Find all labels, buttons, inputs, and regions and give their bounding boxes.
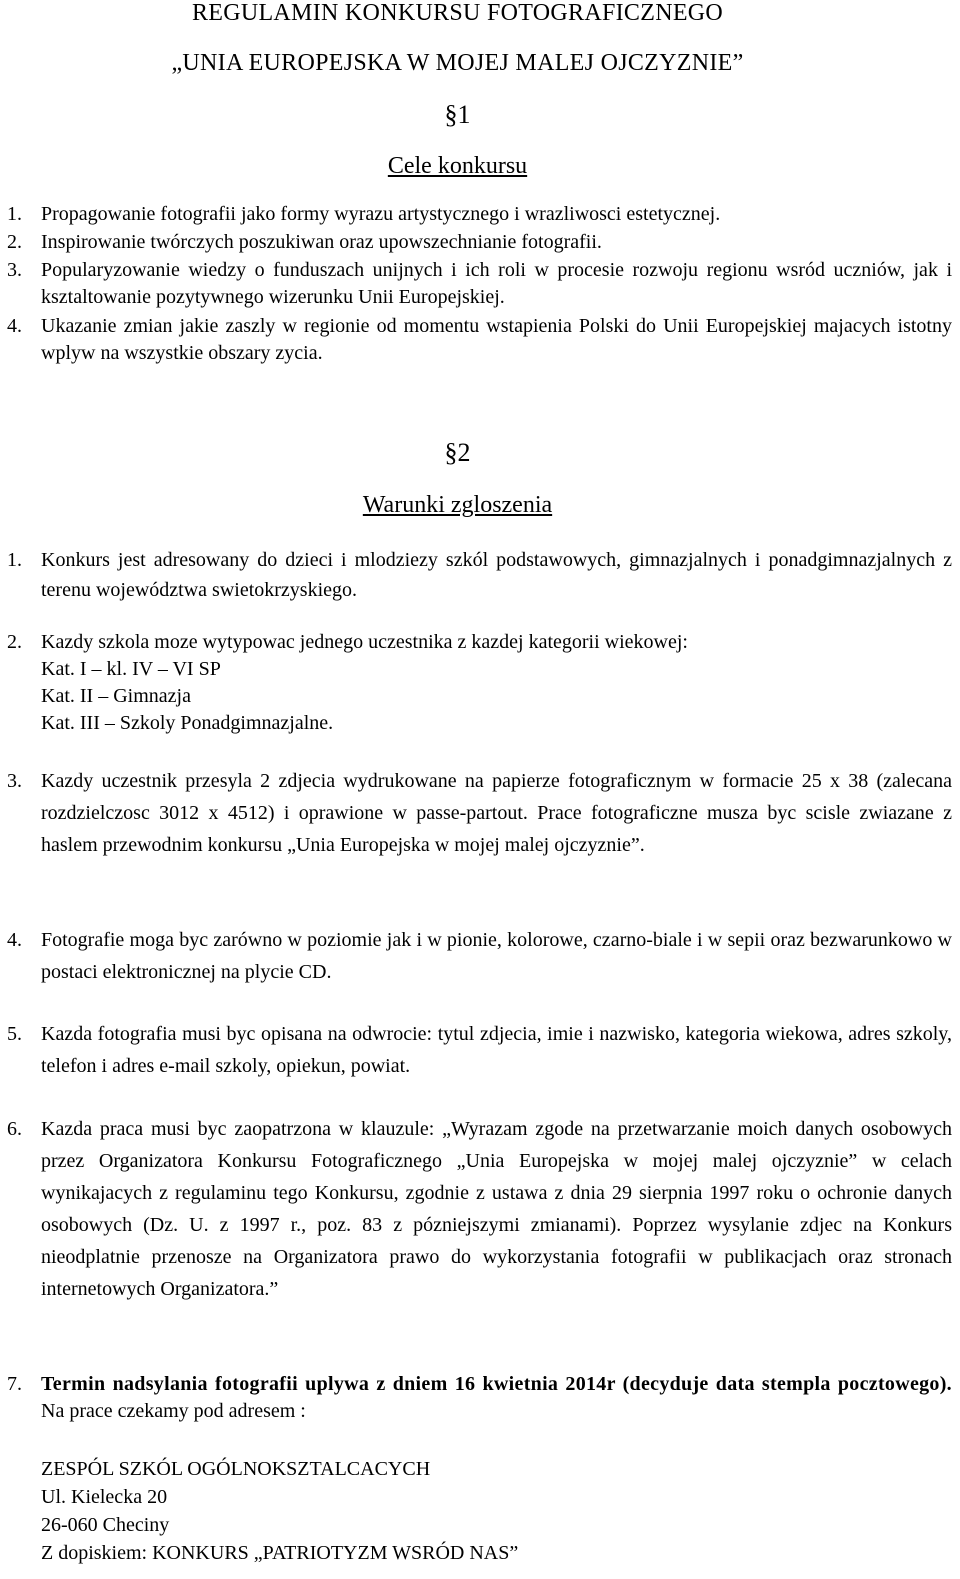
condition-item-1 bbox=[7, 545, 952, 605]
list-number: 6. bbox=[7, 1118, 22, 1140]
list-text: Kazda fotografia musi byc opisana na odwrocie: tytul zdjecia, imie i nazwisko, kategoria wiekowa, adres szkoly, telefon i adres e-mail szkoly, opiekun, powiat. bbox=[41, 1023, 952, 1077]
section2-heading: Warunki zgloszenia bbox=[362, 492, 553, 518]
list-number: 3. bbox=[7, 259, 22, 281]
list-number: 1. bbox=[7, 203, 22, 225]
goal-item-2 bbox=[7, 229, 952, 256]
condition-item-6 bbox=[7, 1113, 952, 1305]
section2-number: §2 bbox=[444, 438, 471, 467]
list-text: Kazda praca musi byc zaopatrzona w klauzule: „Wyrazam zgode na przetwarzanie moich danych osobowych przez Organizatora Konkursu Fotograficznego „Unia Europejska w mojej malej ojczyznie” w celach wynikajacych z regulaminu tego Konkursu, zgodnie z ustawa z dnia 29 sierpnia 1997 roku o ochronie danych osobowych (Dz. U. z 1997 r., poz. 83 z pózniejszymi zmianami). Poprzez wysylanie zdjec na Konkurs nieodplatnie przenosze na Organizatora prawo do wykorzystania fotografii w publikacjach oraz stronach internetowych Organizatora.” bbox=[41, 1118, 952, 1300]
list-number: 3. bbox=[7, 770, 22, 792]
goal-item-1 bbox=[7, 201, 952, 228]
condition-text: Kazdy szkola moze wytypowac jednego uczestnika z kazdej kategorii wiekowej: bbox=[41, 631, 688, 653]
list-number: 5. bbox=[7, 1023, 22, 1045]
goal-item-3 bbox=[7, 257, 952, 311]
list-number: 4. bbox=[7, 315, 22, 337]
condition-item-3 bbox=[7, 765, 952, 861]
section1-heading: Cele konkursu bbox=[387, 153, 528, 179]
list-text bbox=[41, 629, 952, 737]
condition-item-4 bbox=[7, 924, 952, 988]
category-1: Kat. I – kl. IV – VI SP bbox=[41, 658, 221, 680]
address-line-2: Ul. Kielecka 20 bbox=[41, 1486, 168, 1508]
list-text: Ukazanie zmian jakie zaszly w regionie od momentu wstapienia Polski do Unii Europejskiej majacych istotny wplyw na wszystkie obszary zycia. bbox=[41, 315, 952, 364]
document-title-line1: REGULAMIN KONKURSU FOTOGRAFICZNEGO bbox=[191, 0, 724, 26]
list-number: 2. bbox=[7, 231, 22, 253]
list-text: Propagowanie fotografii jako formy wyrazu artystycznego i wrazliwosci estetycznej. bbox=[41, 203, 721, 225]
deadline-text: Termin nadsylania fotografii uplywa z dniem 16 kwietnia 2014r (decyduje data stempla pocztowego). bbox=[41, 1373, 952, 1395]
goal-item-4 bbox=[7, 313, 952, 367]
list-number: 4. bbox=[7, 929, 22, 951]
condition-item-2 bbox=[7, 629, 952, 737]
list-text: Konkurs jest adresowany do dzieci i mlodziezy szkól podstawowych, gimnazjalnych i ponadgimnazjalnych z terenu województwa swietokrzyskiego. bbox=[41, 549, 952, 601]
address-line-1: ZESPÓL SZKÓL OGÓLNOKSZTALCACYCH bbox=[41, 1458, 431, 1480]
condition-item-5 bbox=[7, 1018, 952, 1082]
list-number: 1. bbox=[7, 549, 22, 571]
document-title-line2: „UNIA EUROPEJSKA W MOJEJ MALEJ OJCZYZNIE” bbox=[171, 50, 744, 76]
list-number: 7. bbox=[7, 1373, 22, 1395]
address-line-3: 26-060 Checiny bbox=[41, 1514, 170, 1536]
list-number: 2. bbox=[7, 631, 22, 653]
list-text bbox=[41, 1371, 952, 1425]
address-intro-text: Na prace czekamy pod adresem : bbox=[41, 1400, 306, 1422]
category-3: Kat. III – Szkoly Ponadgimnazjalne. bbox=[41, 712, 334, 734]
condition-item-7 bbox=[7, 1371, 952, 1425]
list-text: Kazdy uczestnik przesyla 2 zdjecia wydrukowane na papierze fotograficznym w formacie 25 x 38 (zalecana rozdzielczosc 3012 x 4512) i oprawione w passe-partout. Prace fotograficzne musza byc scisle zwiazane z haslem przewodnim konkursu „Unia Europejska w mojej malej ojczyznie”. bbox=[41, 770, 952, 856]
category-2: Kat. II – Gimnazja bbox=[41, 685, 191, 707]
section1-number: §1 bbox=[444, 100, 471, 129]
address-line-4: Z dopiskiem: KONKURS „PATRIOTYZM WSRÓD NAS” bbox=[41, 1542, 519, 1564]
list-text: Popularyzowanie wiedzy o funduszach unijnych i ich roli w procesie rozwoju regionu wsród uczniów, jak i ksztaltowanie pozytywnego wizerunku Unii Europejskiej. bbox=[41, 259, 952, 308]
list-text: Fotografie moga byc zarówno w poziomie jak i w pionie, kolorowe, czarno-biale i w sepii oraz bezwarunkowo w postaci elektronicznej na plycie CD. bbox=[41, 929, 952, 983]
list-text: Inspirowanie twórczych poszukiwan oraz upowszechnianie fotografii. bbox=[41, 231, 602, 253]
